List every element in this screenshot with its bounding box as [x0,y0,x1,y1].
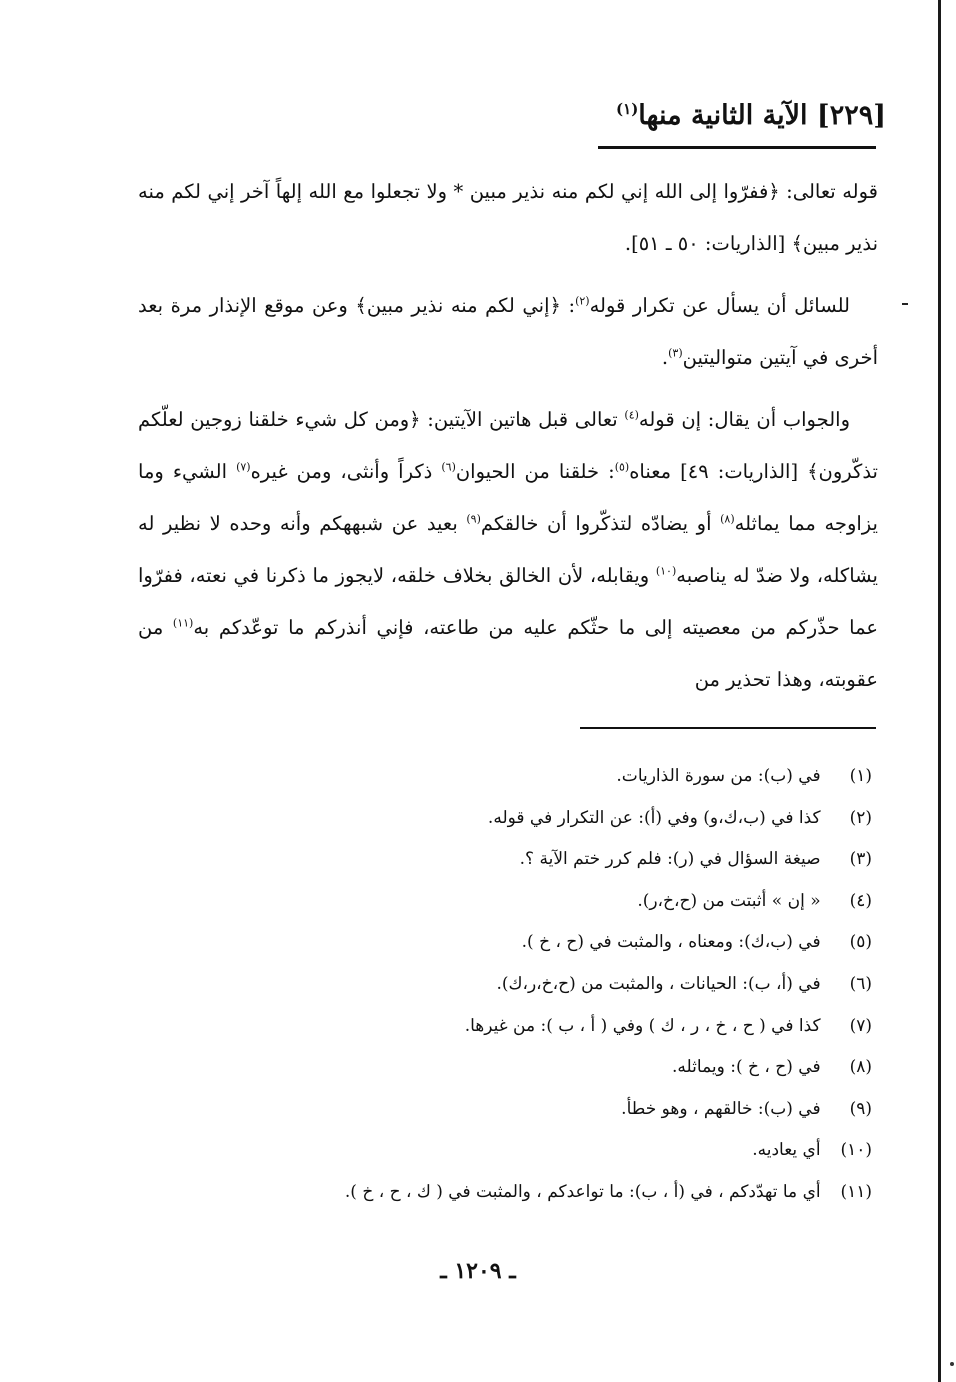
footnote-text: أي يعاديه. [752,1140,821,1161]
footnote-text: في (ب،ك): ومعناه ، والمثبت في (ح ، خ ). [521,932,821,953]
footnote-item [232,1006,872,1048]
footnote-ref: (١٠) [655,564,677,578]
footnote-item [232,922,872,964]
footnote-text: « إن » أثبتت من (ح،خ،ر). [637,890,821,911]
footnote-item [232,1130,872,1172]
text-run: الشيء وما يزاوجه مما يماثله [138,460,878,535]
footnote-ref: (٩) [466,512,481,526]
footnote-text: صيغة السؤال في (ر): فلم كرر ختم الآية ؟. [519,849,821,870]
footnote-ref: (٧) [236,460,251,474]
text-run: بعيد عن شبههكم وأنه وحده لا نظير له يشاكله، ولا ضدّ له يناصبه [138,512,878,587]
text-run: للسائل أن يسأل عن تكرار قوله [589,294,850,317]
scan-speck [950,1362,954,1366]
footnote-number: (٣) [849,849,872,870]
text-run: : خلقنا من الحيوان [455,460,615,483]
margin-mark [902,303,908,305]
text-run: ويقابله، لأن الخالق بخلاف خلقه، لايجوز ما ذكرنا في نعته، ففرّوا عما حذّركم من معصيته إلى ما حثّكم عليه من طاعته، فإني أنذركم ما توعّدكم به [138,564,878,639]
footnote-number: (٥) [849,932,872,953]
footnote-item [232,1089,872,1131]
footnote-number: (١) [849,766,872,786]
text-run: من عقوبته، وهذا تحذير من [138,616,878,691]
footnote-text: أي ما تهدّدكم ، في (أ ، ب): ما تواعدكم ، والمثبت في ( ك ، ح ، خ ). [344,1181,821,1202]
footnote-number: (١٠) [840,1140,872,1161]
main-text [138,166,878,706]
paragraph-question [138,280,878,384]
page-edge-line [938,0,941,1382]
section-heading [616,100,886,131]
footnote-item [232,756,872,798]
footnote-separator [580,727,876,729]
footnote-number: (٩) [849,1098,872,1119]
footnote-ref: (٨) [720,512,735,526]
footnote-text: في (أ، ب): الحيانات ، والمثبت من (ح،خ،ر،ك). [496,973,821,994]
footnotes-list [232,756,872,1214]
text-run: والجواب أن يقال: إن قوله [638,408,850,431]
text-run: أو يضادّه لتذكّروا أن خالقكم [480,512,721,535]
paragraph-answer [138,394,878,706]
footnote-ref: (١١) [172,616,194,630]
heading-title: الآية الثانية منها [638,100,808,131]
text-run: ذكراً وأنثى، ومن غيره [250,460,442,483]
footnote-item [232,839,872,881]
footnote-item [232,1172,872,1214]
paragraph-verse: قوله تعالى: ﴿ففرّوا إلى الله إني لكم منه نذير مبين * ولا تجعلوا مع الله إلهاً آخر إني لكم منه نذير مبين﴾ [الذاريات: ٥٠ ـ ٥١]. [138,180,878,255]
footnote-item [232,798,872,840]
footnote-text: في (ب): من سورة الذاريات. [616,766,821,786]
footnote-number: (١١) [840,1181,872,1202]
footnote-text: كذا في (ب،ك،و) وفي (أ): عن التكرار في قوله. [487,807,821,828]
footnote-number: (٢) [849,807,872,828]
text-run: تعالى قبل هاتين الآيتين: ﴿ومن كل شيء خلقنا زوجين لعلّكم تذكّرون﴾ [الذاريات: ٤٩] معناه [138,408,878,483]
page-number: ـ ١٢٠٩ ـ [440,1258,516,1284]
footnote-number: (٦) [849,973,872,994]
heading-note-ref: (١) [616,100,639,118]
footnote-number: (٨) [849,1057,872,1078]
footnote-item [232,964,872,1006]
footnote-item [232,1047,872,1089]
footnote-ref: (٣) [668,346,683,360]
footnote-text: كذا في ( ح ، خ ، ر ، ك ) وفي ( أ ، ب ): من غيرها. [464,1015,821,1036]
footnote-number: (٧) [849,1015,872,1036]
heading-underline [598,146,876,149]
footnote-ref: (٦) [441,460,456,474]
footnote-ref: (٢) [575,294,590,308]
footnote-text: في (ب): خالقهم ، وهو خطأ. [621,1098,821,1119]
footnote-item [232,881,872,923]
text-run: : ﴿إني لكم منه نذير مبين﴾ وعن موقع الإنذار مرة بعد أخرى في آيتين متواليتين [138,294,878,369]
footnote-ref: (٥) [614,460,630,474]
heading-number: [٢٢٩] [816,100,886,131]
footnote-number: (٤) [849,890,872,911]
footnote-text: في (ح ، خ ): ويماثله. [672,1057,821,1078]
text-run: . [661,346,669,369]
footnote-ref: (٤) [624,408,639,422]
